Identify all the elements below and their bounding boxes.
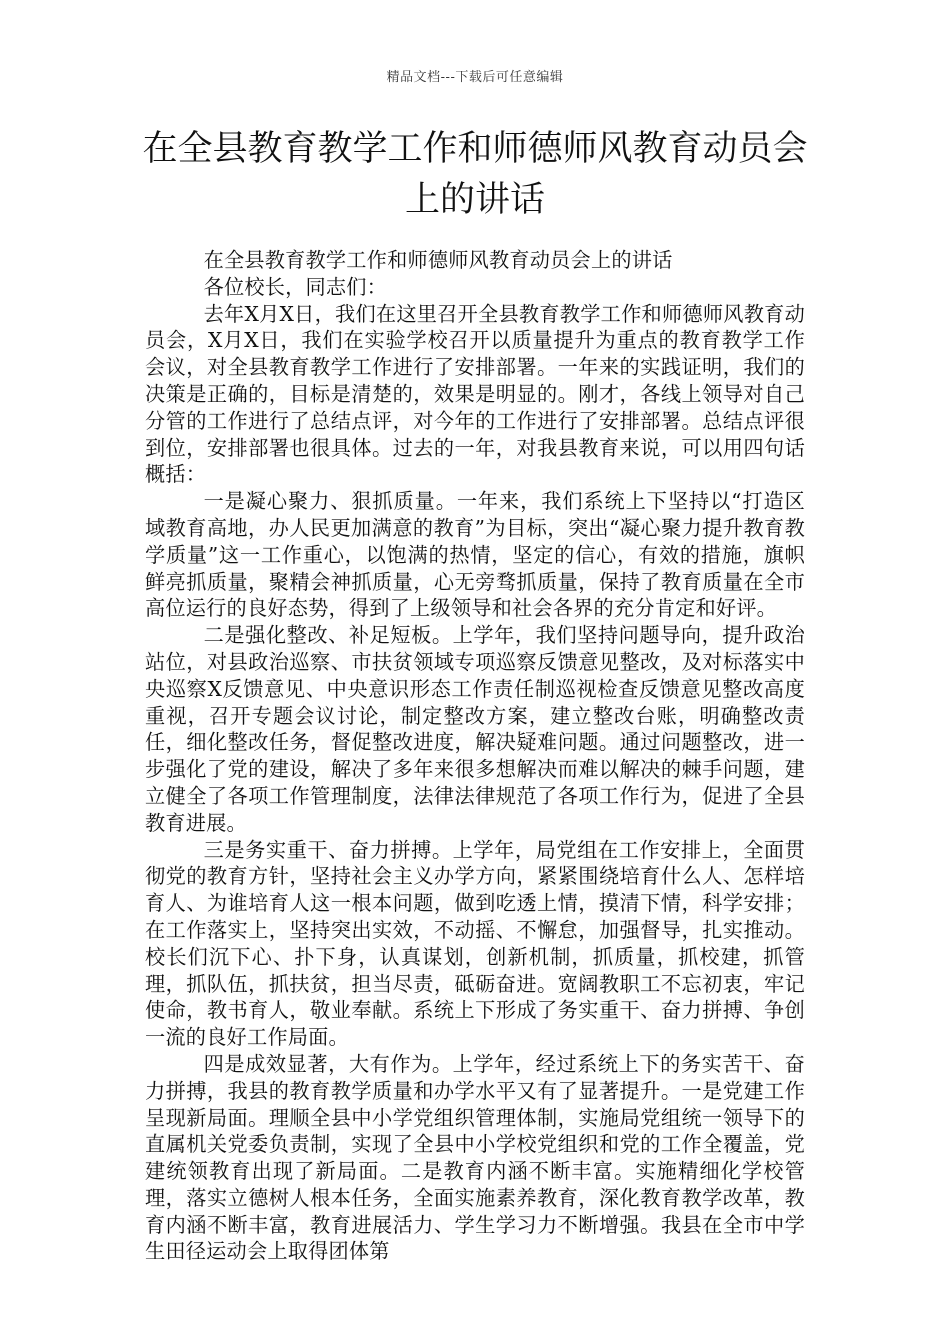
paragraph-subtitle: 在全县教育教学工作和师德师风教育动员会上的讲话 <box>203 248 673 272</box>
paragraph-point-1: 一是凝心聚力、狠抓质量。一年来，我们系统上下坚持以“打造区域教育高地，办人民更加满意的教育”为目标，突出“凝心聚力提升教育教学质量”这一工作重心，以饱满的热情，坚定的信心，有效的措施，旗帜鲜亮抓质量，聚精会神抓质量，心无旁骛抓质量，保持了教育质量在全市高位运行的良好态势，得到了上级领导和社会各界的充分肯定和好评。 <box>145 489 805 621</box>
paragraph-salutation: 各位校长，同志们： <box>203 274 388 299</box>
paragraph-point-3: 三是务实重干、奋力拼搏。上学年，局党组在工作安排上，全面贯彻党的教育方针，坚持社会主义办学方向，紧紧围绕培育什么人、怎样培育人、为谁培育人这一根本问题，做到吃透上情，摸清下情，科学安排；在工作落实上，坚持突出实效，不动摇、不懈怠，加强督导，扎实推动。校长们沉下心、扑下身，认真谋划，创新机制，抓质量，抓校建，抓管理，抓队伍，抓扶贫，担当尽责，砥砺奋进。宽阔教职工不忘初衷，牢记使命，教书育人，敬业奉献。系统上下形成了务实重干、奋力拼搏、争创一流的良好工作局面。 <box>145 837 805 1050</box>
paragraph-point-4: 四是成效显著，大有作为。上学年，经过系统上下的务实苦干、奋力拼搏，我县的教育教学质量和办学水平又有了显著提升。一是党建工作呈现新局面。理顺全县中小学党组织管理体制，实施局党组统一领导下的直属机关党委负责制，实现了全县中小学校党组织和党的工作全覆盖，党建统领教育出现了新局面。二是教育内涵不断丰富。实施精细化学校管理，落实立德树人根本任务，全面实施素养教育，深化教育教学改革，教育内涵不断丰富，教育进展活力、学生学习力不断增强。我县在全市中学生田径运动会上取得团体第 <box>145 1051 805 1264</box>
document-title: 在全县教育教学工作和师德师风教育动员会上的讲话 <box>142 129 808 220</box>
paragraph-point-2: 二是强化整改、补足短板。上学年，我们坚持问题导向，提升政治站位，对县政治巡察、市扶贫领域专项巡察反馈意见整改，及对标落实中央巡察X反馈意见、中央意识形态工作责任制巡视检查反馈意见整改高度重视，召开专题会议讨论，制定整改方案，建立整改台账，明确整改责任，细化整改任务，督促整改进度，解决疑难问题。通过问题整改，进一步强化了党的建设，解决了多年来很多想解决而难以解决的棘手问题，建立健全了各项工作管理制度，法律法律规范了各项工作行为，促进了全县教育进展。 <box>145 623 805 835</box>
document-body <box>145 247 805 1265</box>
paragraph-intro: 去年X月X日，我们在这里召开全县教育教学工作和师德师风教育动员会，X月X日，我们在实验学校召开以质量提升为重点的教育教学工作会议，对全县教育教学工作进行了安排部署。一年来的实践证明，我们的决策是正确的，目标是清楚的，效果是明显的。刚才，各线上领导对自己分管的工作进行了总结点评，对今年的工作进行了安排部署。总结点评很到位，安排部署也很具体。过去的一年，对我县教育来说，可以用四句话概括： <box>145 301 805 487</box>
header-note: 精品文档---下载后可任意编辑 <box>386 70 564 85</box>
